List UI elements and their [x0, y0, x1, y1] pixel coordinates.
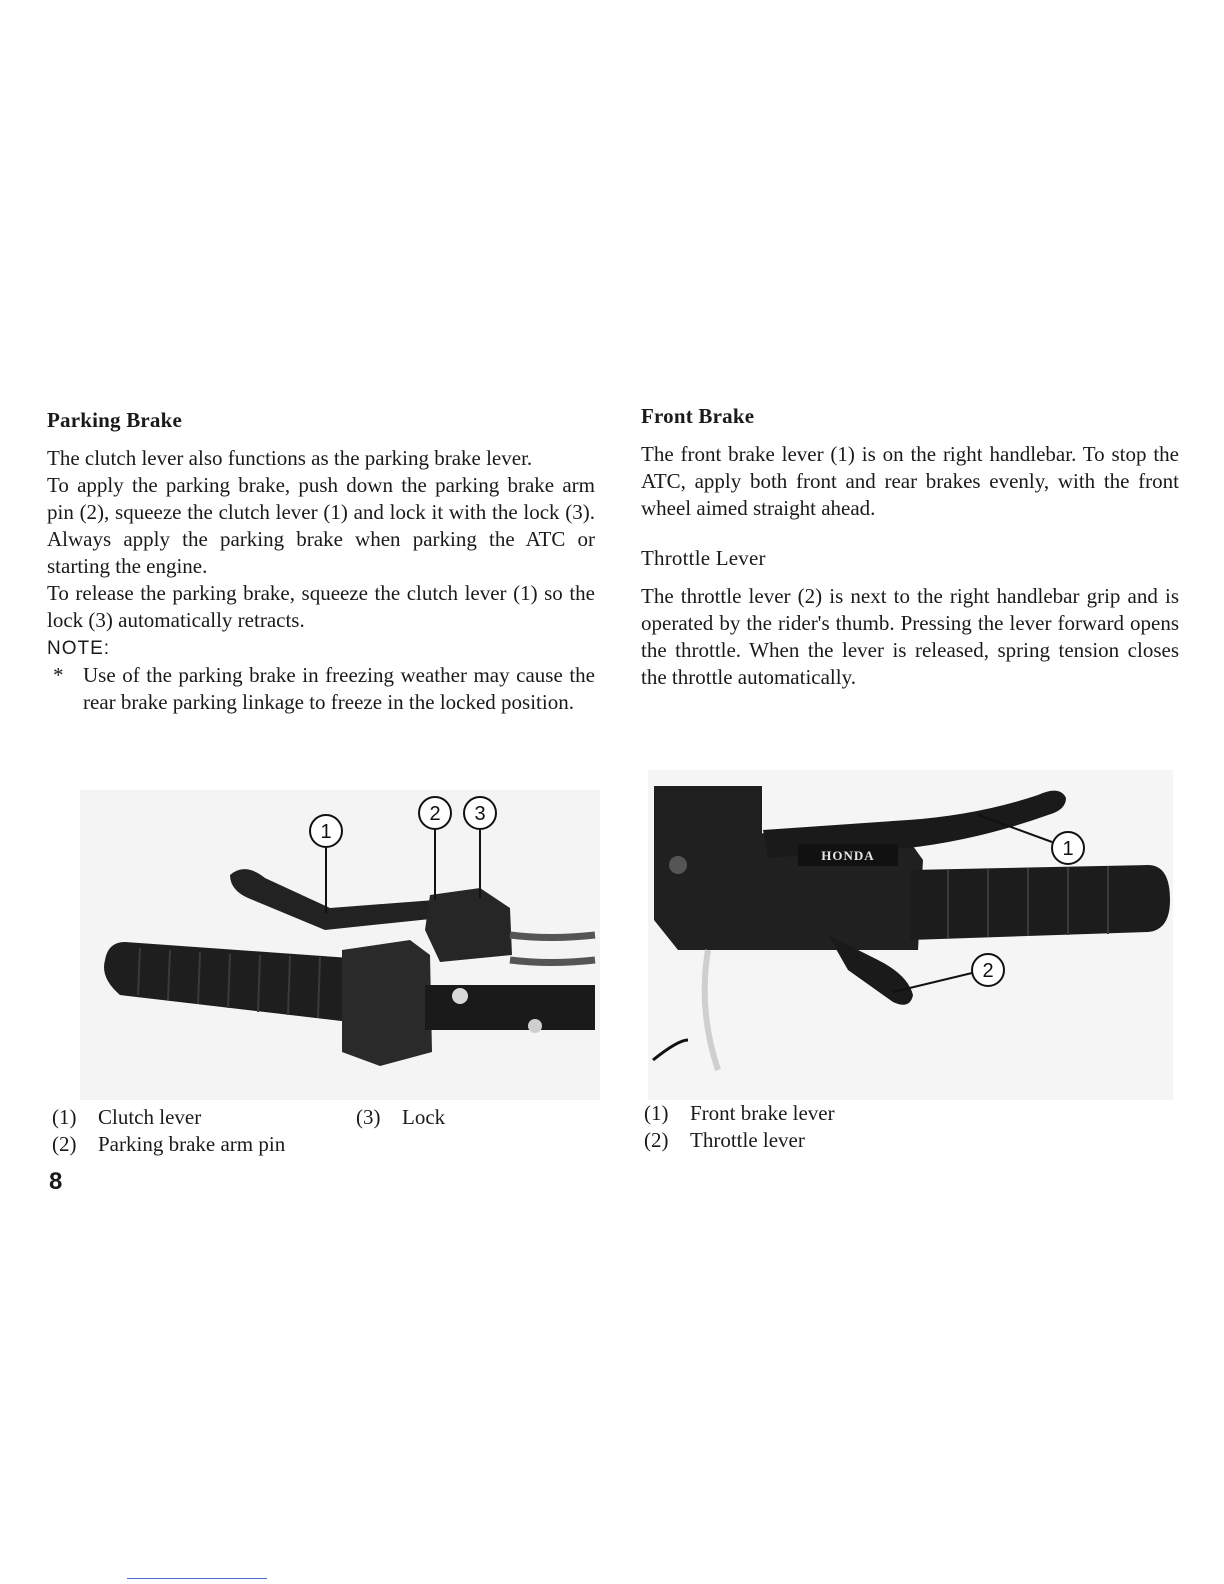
callout-front-2: 2: [982, 960, 994, 982]
parking-brake-para3: To release the parking brake, squeeze the clutch lever (1) so the lock (3) automatically retracts.: [47, 581, 595, 632]
left-caption-1: (1) Clutch lever: [52, 1105, 202, 1129]
note-item: [47, 662, 595, 716]
front-brake-para: The front brake lever (1) is on the right handlebar. To stop the ATC, apply both front and rear brakes evenly, with the front wheel aimed straight ahead.: [641, 442, 1179, 520]
throttle-lever-heading: Throttle Lever: [641, 546, 766, 570]
callout-front-1: 1: [1062, 838, 1074, 860]
throttle-lever-para: The throttle lever (2) is next to the right handlebar grip and is operated by the rider's thumb. Pressing the lever forward opens the throttle. When the lever is released, spring tension closes the throttle automatically.: [641, 584, 1179, 689]
left-caption-3: (3) Lock: [356, 1105, 446, 1129]
parking-brake-para2: To apply the parking brake, push down the parking brake arm pin (2), squeeze the clutch lever (1) and lock it with the lock (3). Always apply the parking brake when parking the ATC or starting the engine.: [47, 473, 595, 578]
callout-3: 3: [474, 803, 486, 825]
callout-1: 1: [320, 821, 332, 843]
footer-line: [127, 1578, 267, 1579]
left-column: [47, 408, 595, 716]
note-text: Use of the parking brake in freezing weather may cause the rear brake parking linkage to freeze in the locked position.: [83, 663, 595, 714]
front-brake-photo: [648, 770, 1173, 1100]
right-caption-1: (1) Front brake lever: [644, 1101, 835, 1125]
bullet-star: *: [53, 663, 64, 687]
right-column: [641, 404, 1179, 691]
front-brake-heading: Front Brake: [641, 404, 755, 428]
right-caption-2: (2) Throttle lever: [644, 1128, 805, 1152]
clutch-lever-photo: [80, 790, 600, 1100]
callout-2: 2: [429, 803, 441, 825]
left-caption-2: (2) Parking brake arm pin: [52, 1132, 286, 1156]
note-label: NOTE:: [47, 638, 111, 659]
parking-brake-heading: Parking Brake: [47, 408, 183, 432]
page-number: 8: [49, 1168, 63, 1195]
parking-brake-para1: The clutch lever also functions as the parking brake lever.: [47, 446, 533, 470]
honda-logo: HONDA: [821, 848, 875, 863]
